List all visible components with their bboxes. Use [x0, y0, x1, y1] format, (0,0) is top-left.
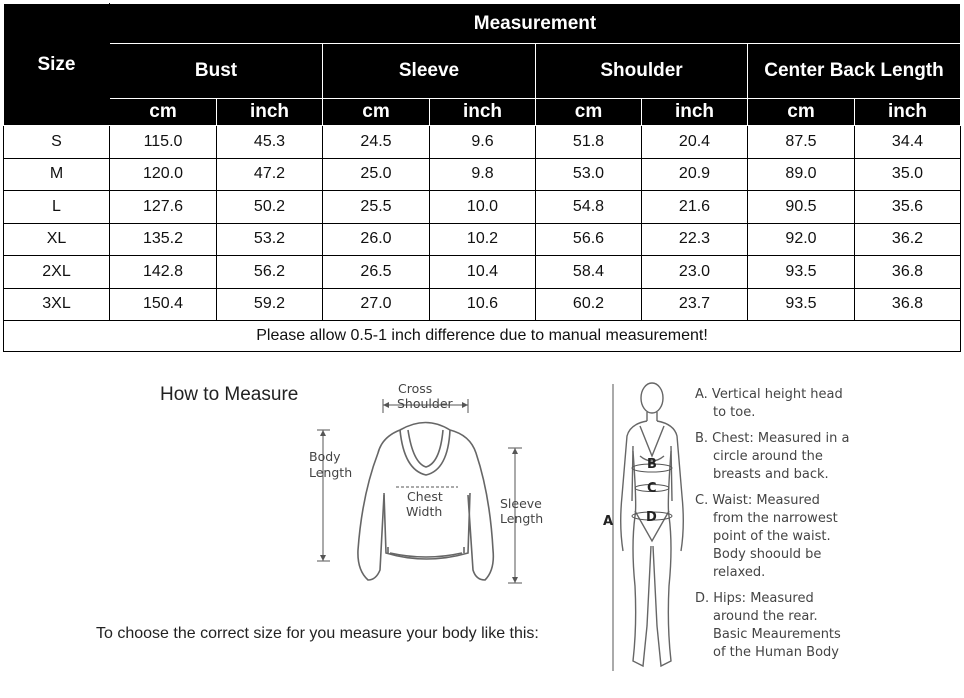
arrow-head: [383, 402, 389, 408]
size-cell: XL: [4, 223, 110, 256]
note-line: Basic Meaurements: [713, 627, 841, 642]
measurement-cell: 25.0: [323, 158, 430, 191]
note-item: [695, 430, 960, 484]
size-cell: L: [4, 191, 110, 224]
measurement-cell: 47.2: [217, 158, 323, 191]
measurement-cell: 20.9: [642, 158, 748, 191]
measurement-cell: 127.6: [110, 191, 217, 224]
note-line: point of the waist.: [713, 529, 831, 544]
measurement-cell: 26.5: [323, 256, 430, 289]
measurement-cell: 142.8: [110, 256, 217, 289]
measurement-cell: 53.2: [217, 223, 323, 256]
note-line: Body shoould be: [713, 547, 822, 562]
unit-header: cm: [748, 99, 855, 126]
measurement-cell: 10.2: [430, 223, 536, 256]
note-line: B. Chest: Measured in a: [695, 431, 850, 446]
measurement-note: Please allow 0.5-1 inch difference due to manual measurement!: [4, 321, 961, 352]
label-d: D: [646, 510, 657, 525]
unit-header: inch: [642, 99, 748, 126]
measurement-cell: 10.0: [430, 191, 536, 224]
measurement-cell: 93.5: [748, 256, 855, 289]
measurement-cell: 27.0: [323, 288, 430, 321]
measurement-cell: 23.0: [642, 256, 748, 289]
measurement-cell: 50.2: [217, 191, 323, 224]
table-row: [4, 256, 961, 289]
chest-width-label: Width: [406, 504, 443, 519]
measurement-cell: 36.2: [855, 223, 961, 256]
sleeve-length-label: Length: [500, 511, 544, 526]
measurement-cell: 34.4: [855, 126, 961, 159]
chest-width-label: Chest: [407, 489, 443, 504]
label-b: B: [647, 457, 657, 472]
arrow-head: [320, 555, 326, 561]
note-line: D. Hips: Measured: [695, 591, 814, 606]
note-line: breasts and back.: [713, 467, 829, 482]
table-row: [4, 223, 961, 256]
size-cell: 3XL: [4, 288, 110, 321]
cross-shoulder-label: Cross: [398, 381, 433, 396]
measurement-cell: 10.6: [430, 288, 536, 321]
sleeve-header: Sleeve: [323, 44, 536, 99]
measurement-cell: 90.5: [748, 191, 855, 224]
measurement-cell: 25.5: [323, 191, 430, 224]
measurement-cell: 135.2: [110, 223, 217, 256]
size-cell: 2XL: [4, 256, 110, 289]
note-item: [695, 590, 960, 662]
measurement-cell: 54.8: [536, 191, 642, 224]
body-length-label: Body: [309, 449, 341, 464]
unit-header: cm: [110, 99, 217, 126]
measurement-cell: 120.0: [110, 158, 217, 191]
unit-header: inch: [430, 99, 536, 126]
note-line: circle around the: [713, 449, 823, 464]
instruction-text: To choose the correct size for you measure your body like this:: [96, 625, 539, 642]
measurement-cell: 59.2: [217, 288, 323, 321]
sleeve-length-label: Sleeve: [500, 496, 542, 511]
measurement-cell: 21.6: [642, 191, 748, 224]
measurement-cell: 58.4: [536, 256, 642, 289]
measurement-cell: 9.8: [430, 158, 536, 191]
table-row: [4, 191, 961, 224]
measurement-cell: 35.0: [855, 158, 961, 191]
table-row: [4, 158, 961, 191]
measurement-cell: 92.0: [748, 223, 855, 256]
unit-header: cm: [323, 99, 430, 126]
arrow-head: [462, 402, 468, 408]
measurement-cell: 22.3: [642, 223, 748, 256]
arrow-head: [512, 448, 518, 454]
label-c: C: [647, 481, 657, 496]
measurement-header: Measurement: [110, 4, 961, 44]
body-length-label: Length: [309, 465, 353, 480]
size-chart-table: [3, 3, 961, 352]
measurement-cell: 60.2: [536, 288, 642, 321]
unit-header: cm: [536, 99, 642, 126]
table-row: [4, 126, 961, 159]
note-line: around the rear.: [713, 609, 818, 624]
measurement-notes: [695, 386, 960, 670]
measurement-cell: 20.4: [642, 126, 748, 159]
note-line: of the Human Body: [713, 645, 839, 660]
how-to-measure-title: How to Measure: [160, 384, 299, 405]
bust-header: Bust: [110, 44, 323, 99]
measurement-cell: 51.8: [536, 126, 642, 159]
arrow-head: [320, 430, 326, 436]
measurement-cell: 24.5: [323, 126, 430, 159]
measurement-cell: 23.7: [642, 288, 748, 321]
size-cell: S: [4, 126, 110, 159]
table-row: [4, 288, 961, 321]
measurement-cell: 89.0: [748, 158, 855, 191]
size-table-body: [4, 126, 961, 321]
unit-header: inch: [855, 99, 961, 126]
unit-header: inch: [217, 99, 323, 126]
note-line: relaxed.: [713, 565, 766, 580]
garment-diagram: [300, 375, 560, 590]
measurement-cell: 36.8: [855, 256, 961, 289]
measurement-cell: 36.8: [855, 288, 961, 321]
measurement-cell: 56.6: [536, 223, 642, 256]
measurement-cell: 87.5: [748, 126, 855, 159]
human-figure-diagram: [595, 376, 695, 686]
size-cell: M: [4, 158, 110, 191]
note-line: to toe.: [713, 405, 756, 420]
shoulder-header: Shoulder: [536, 44, 748, 99]
note-line: A. Vertical height head: [695, 387, 843, 402]
measurement-cell: 53.0: [536, 158, 642, 191]
measurement-cell: 9.6: [430, 126, 536, 159]
center-back-length-header: Center Back Length: [748, 44, 961, 99]
note-item: [695, 386, 960, 422]
size-header: Size: [4, 4, 110, 126]
note-line: from the narrowest: [713, 511, 838, 526]
measurement-cell: 56.2: [217, 256, 323, 289]
measurement-cell: 115.0: [110, 126, 217, 159]
measurement-cell: 93.5: [748, 288, 855, 321]
measurement-cell: 150.4: [110, 288, 217, 321]
cross-shoulder-label: Shoulder: [397, 396, 453, 411]
measurement-cell: 35.6: [855, 191, 961, 224]
note-item: [695, 492, 960, 582]
label-a: A: [603, 514, 614, 529]
measurement-cell: 10.4: [430, 256, 536, 289]
arrow-head: [512, 577, 518, 583]
measurement-cell: 26.0: [323, 223, 430, 256]
note-line: C. Waist: Measured: [695, 493, 820, 508]
measurement-cell: 45.3: [217, 126, 323, 159]
